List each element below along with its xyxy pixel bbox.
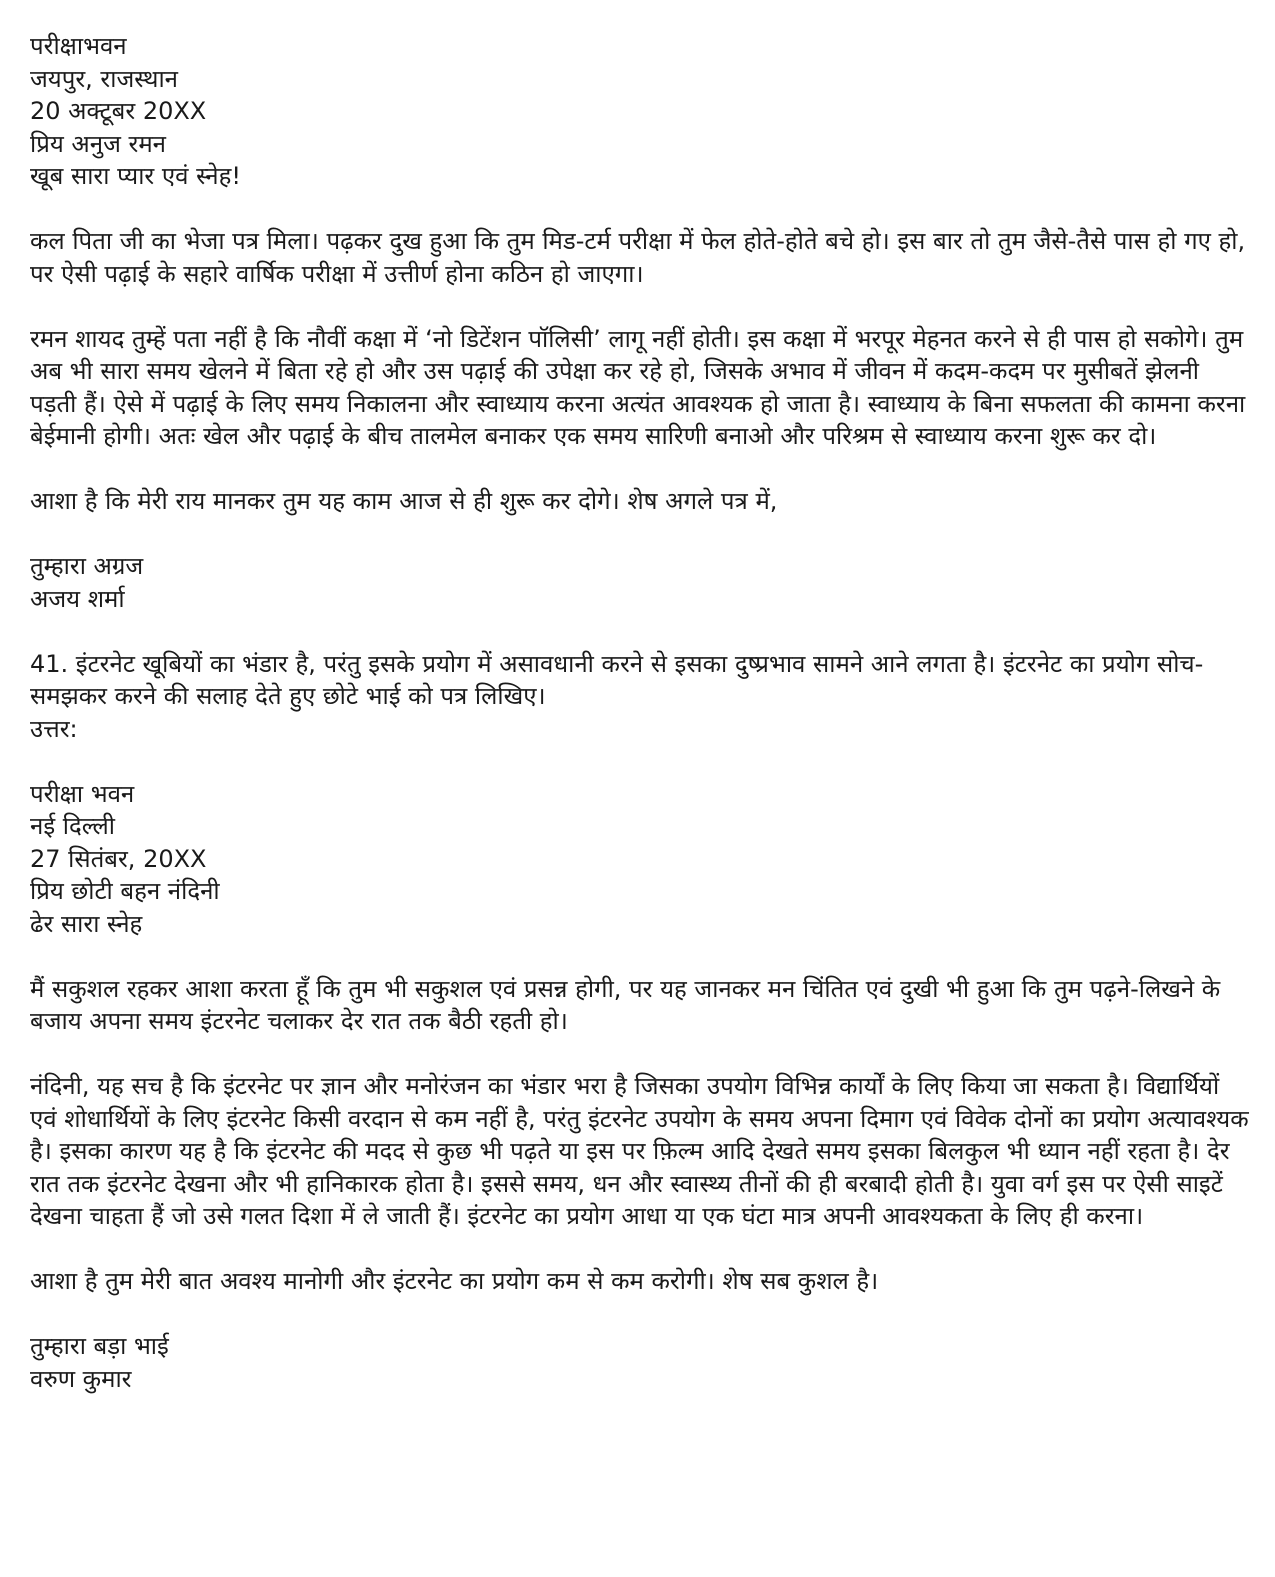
sender-city: नई दिल्ली	[30, 812, 116, 840]
signature: वरुण कुमार	[30, 1364, 132, 1393]
greeting: ढेर सारा स्नेह	[30, 909, 143, 938]
greeting: खूब सारा प्यार एवं स्नेह!	[30, 162, 241, 190]
body-paragraph: नंदिनी, यह सच है कि इंटरनेट पर ज्ञान और मनोरंजन का भंडार भरा है जिसका उपयोग विभिन्न कार्यों के लिए किया जा सकता है। विद्यार्थियों एवं शोधार्थियों के लिए इंटरनेट किसी वरदान से कम नहीं है, परंतु इंटरनेट उपयोग के समय अपना दिमाग एवं विवेक दोनों का प्रयोग अत्यावश्यक है। इसका कारण यह है कि इंटरनेट की मदद से कुछ भी पढ़ते या इस पर फ़िल्म आदि देखते समय इसका बिलकुल भी ध्यान नहीं रहता है। देर रात तक इंटरनेट देखना और भी हानिकारक होता है। इससे समय, धन और स्वास्थ्य तीनों की ही बरबादी होती है। युवा वर्ग इस पर ऐसी साइटें देखना चाहता हैं जो उसे गलत दिशा में ले जाती हैं। इंटरनेट का प्रयोग आधा या एक घंटा मात्र अपनी आवश्यकता के लिए ही करना।	[30, 1072, 1249, 1230]
body-paragraph: मैं सकुशल रहकर आशा करता हूँ कि तुम भी सकुशल एवं प्रसन्न होगी, पर यह जानकर मन चिंतित एवं दुखी भी हुआ कि तुम पढ़ने-लिखने के बजाय अपना समय इंटरनेट चलाकर देर रात तक बैठी रहती हो।	[30, 974, 1221, 1035]
spacer	[30, 193, 1252, 226]
sender-city: जयपुर, राजस्थान	[30, 64, 179, 93]
salutation: प्रिय अनुज रमन	[30, 129, 167, 158]
spacer	[30, 1233, 1252, 1266]
question-block	[30, 648, 1252, 746]
letter-date: 27 सितंबर, 20XX	[30, 844, 207, 873]
spacer	[30, 1298, 1252, 1331]
body-paragraph: रमन शायद तुम्हें पता नहीं है कि नौवीं कक्षा में ‘नो डिटेंशन पॉलिसी’ लागू नहीं होती। इस कक्षा में भरपूर मेहनत करने से ही पास हो सकोगे। तुम अब भी सारा समय खेलने में बिता रहे हो और उस पढ़ाई की उपेक्षा कर रहे हो, जिसके अभाव में जीवन में कदम-कदम पर मुसीबतें झेलनी पड़ती हैं। ऐसे में पढ़ाई के लिए समय निकालना और स्वाध्याय करना अत्यंत आवश्यक हो जाता है। स्वाध्याय के बिना सफलता की कामना करना बेईमानी होगी। अतः खेल और पढ़ाई के बीच तालमेल बनाकर एक समय सारिणी बनाओ और परिश्रम से स्वाध्याय करना शुरू कर दो।	[30, 324, 1246, 450]
spacer	[30, 518, 1252, 551]
spacer	[30, 745, 1252, 778]
document	[30, 30, 1252, 1395]
spacer	[30, 1038, 1252, 1071]
body-paragraph: कल पिता जी का भेजा पत्र मिला। पढ़कर दुख हुआ कि तुम मिड-टर्म परीक्षा में फेल होते-होते बचे हो। इस बार तो तुम जैसे-तैसे पास हो गए हो, पर ऐसी पढ़ाई के सहारे वार्षिक परीक्षा में उत्तीर्ण होना कठिन हो जाएगा।	[30, 227, 1246, 288]
sender-address: परीक्षाभवन	[30, 32, 127, 60]
closing: तुम्हारा बड़ा भाई	[30, 1332, 169, 1360]
sender-address: परीक्षा भवन	[30, 779, 135, 808]
spacer	[30, 290, 1252, 323]
letter-1	[30, 30, 1252, 615]
body-paragraph: आशा है कि मेरी राय मानकर तुम यह काम आज से ही शुरू कर दोगे। शेष अगले पत्र में,	[30, 487, 778, 515]
signature: अजय शर्मा	[30, 584, 125, 613]
spacer	[30, 453, 1252, 486]
question-text: 41. इंटरनेट खूबियों का भंडार है, परंतु इसके प्रयोग में असावधानी करने से इसका दुष्प्रभाव सामने आने लगता है। इंटरनेट का प्रयोग सोच-समझकर करने की सलाह देते हुए छोटे भाई को पत्र लिखिए।	[30, 649, 1204, 710]
answer-label: उत्तर:	[30, 714, 78, 743]
spacer	[30, 940, 1252, 973]
body-paragraph: आशा है तुम मेरी बात अवश्य मानोगी और इंटरनेट का प्रयोग कम से कम करोगी। शेष सब कुशल है।	[30, 1267, 879, 1295]
closing: तुम्हारा अग्रज	[30, 552, 144, 580]
letter-date: 20 अक्टूबर 20XX	[30, 97, 207, 125]
letter-2	[30, 778, 1252, 1396]
spacer	[30, 615, 1252, 648]
salutation: प्रिय छोटी बहन नंदिनी	[30, 877, 220, 905]
